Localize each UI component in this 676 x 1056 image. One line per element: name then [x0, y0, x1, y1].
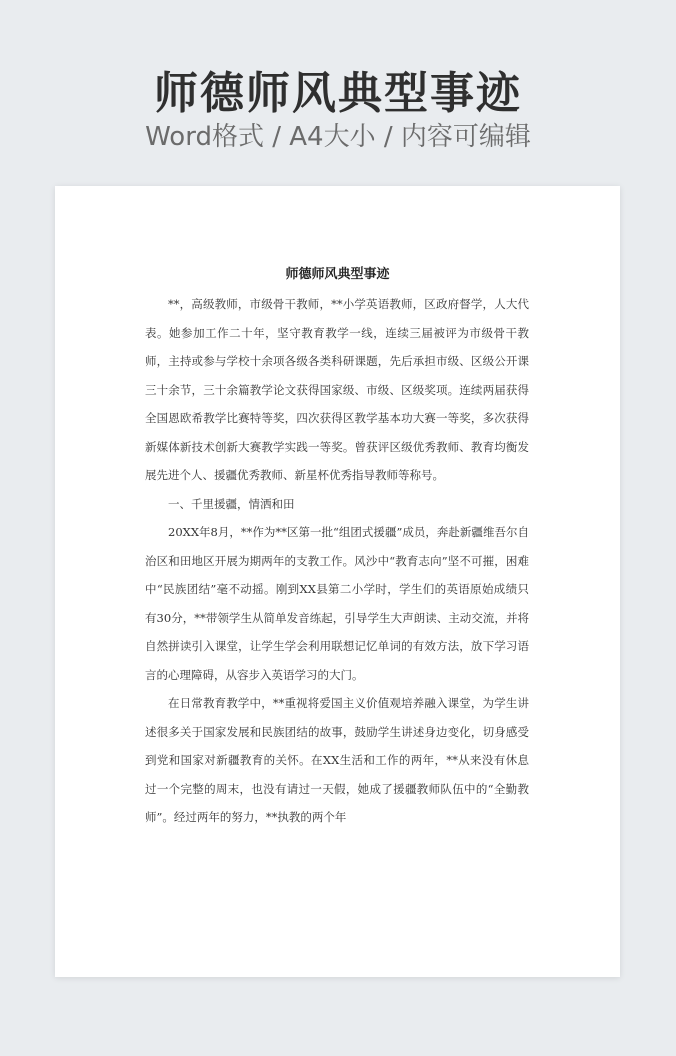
banner-subtitle: Word格式 / A4大小 / 内容可编辑	[145, 122, 531, 152]
document-body	[145, 290, 529, 832]
document-title: 师德师风典型事迹	[285, 267, 390, 282]
paragraph-daily-teaching: 在日常教育教学中，**重视将爱国主义价值观培养融入课堂，为学生讲述很多关于国家发展和民族团结的故事，鼓励学生讲述身边变化，切身感受到党和国家对新疆教育的关怀。在XX生活和工作的两年，**从来没有休息过一个完整的周末，也没有请过一天假，她成了援疆教师队伍中的“全勤教师”。经过两年的努力，**执教的两个年	[145, 696, 529, 824]
banner-title: 师德师风典型事迹	[154, 68, 522, 119]
section-heading: 一、千里援疆，情洒和田	[168, 496, 295, 511]
paragraph-intro: **，高级教师，市级骨干教师，**小学英语教师，区政府督学，人大代表。她参加工作二十年，坚守教育教学一线，连续三届被评为市级骨干教师，主持或参与学校十余项各级各类科研课题，先后承担市级、区级公开课三十余节，三十余篇教学论文获得国家级、市级、区级奖项。连续两届获得全国恩欧希教学比赛特等奖，四次获得区教学基本功大赛一等奖，多次获得新媒体新技术创新大赛教学实践一等奖。曾获评区级优秀教师、教育均衡发展先进个人、援疆优秀教师、新星杯优秀指导教师等称号。	[145, 297, 529, 482]
paragraph-xinjiang-support: 20XX年8月，**作为**区第一批“组团式援疆”成员，奔赴新疆维吾尔自治区和田地区开展为期两年的支教工作。风沙中“教育志向”坚不可摧，困难中“民族团结”毫不动摇。刚到XX县第二小学时，学生们的英语原始成绩只有30分，**带领学生从简单发音练起，引导学生大声朗读、主动交流，并将自然拼读引入课堂，让学生学会利用联想记忆单词的有效方法，放下学习语言的心理障碍，从容步入英语学习的大门。	[145, 525, 529, 682]
document-page	[55, 186, 620, 977]
